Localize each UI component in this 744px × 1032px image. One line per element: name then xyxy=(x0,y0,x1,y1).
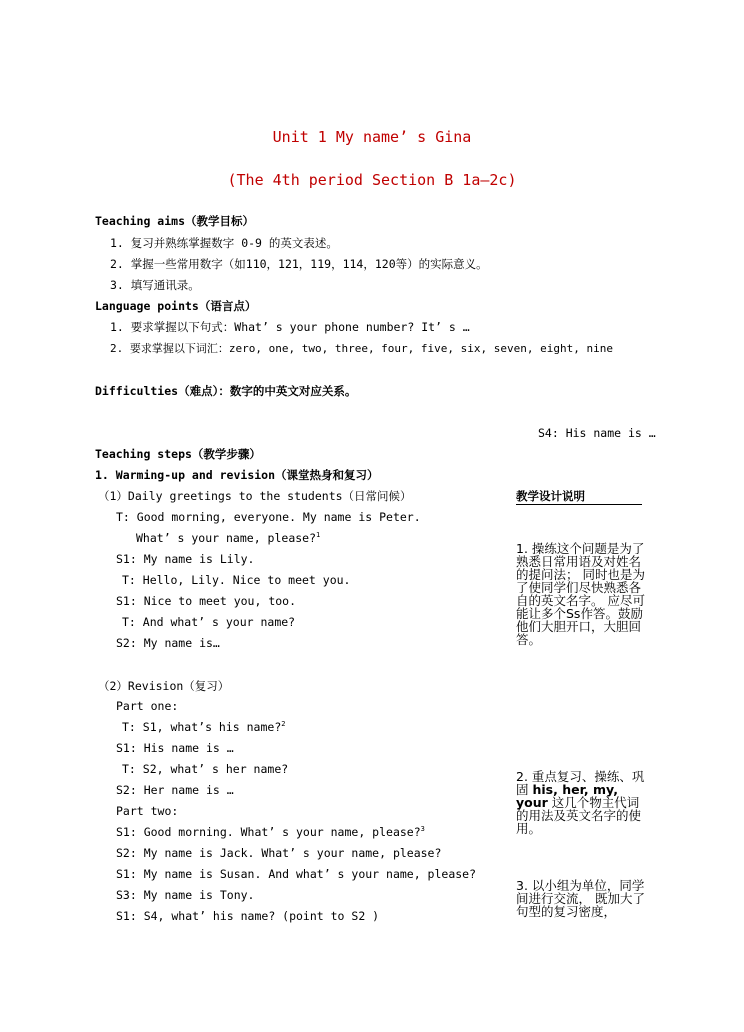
language-heading: Language points（语言点） xyxy=(95,299,257,313)
warmup-heading: 1. Warming-up and revision（课堂热身和复习） xyxy=(95,468,379,482)
dialog-line: S1: S4, what’ his name? (point to S2 ) xyxy=(116,909,380,923)
dialog-line: T: Hello, Lily. Nice to meet you. xyxy=(122,573,351,587)
revision-heading: （2）Revision（复习） xyxy=(98,679,230,693)
steps-heading: Teaching steps（教学步骤） xyxy=(95,447,261,461)
dialog-line: T: S2, what’ s her name? xyxy=(122,762,289,776)
dialog-line: S2: My name is Jack. What’ s your name, please? xyxy=(116,846,442,860)
greetings-heading: （1）Daily greetings to the students（日常问候） xyxy=(98,489,412,503)
aims-heading: Teaching aims（教学目标） xyxy=(95,214,255,228)
aims-item-2: 2. 掌握一些常用数字（如110，121，119，114，120等）的实际意义。 xyxy=(110,257,488,271)
dialog-line: T: And what’ s your name? xyxy=(122,615,296,629)
dialog-line: S1: My name is Lily. xyxy=(116,552,255,566)
page-subtitle: (The 4th period Section B 1a—2c) xyxy=(227,171,517,189)
sidebar-note-1: 1. 操练这个问题是为了熟悉日常用语及对姓名的提问法； 同时也是为了使同学们尽快熟悉各自的英文名字。 应尽可能让多个Ss作答。鼓励他们大胆开口，大胆回答。 xyxy=(516,541,645,647)
footnote-3: 3 xyxy=(420,825,425,834)
dialog-line: S2: My name is… xyxy=(116,636,220,650)
difficulties-line: Difficulties（难点）：数字的中英文对应关系。 xyxy=(95,384,357,398)
dialog-line: S1: Nice to meet you, too. xyxy=(116,594,297,608)
page-title: Unit 1 My name’ s Gina xyxy=(272,128,472,146)
part-two-label: Part two: xyxy=(116,804,179,818)
dialog-line: T: Good morning, everyone. My name is Peter. xyxy=(116,510,421,524)
dialog-line: S1: My name is Susan. And what’ s your name, please? xyxy=(116,867,477,881)
dialog-line: T: S1, what’s his name?$^2$ xyxy=(122,720,286,734)
sidebar-note-3: 3. 以小组为单位，同学间进行交流， 既加大了句型的复习密度， xyxy=(516,878,645,919)
s4-line: S4: His name is … xyxy=(538,426,656,440)
sidebar-note-2: 2. 重点复习、操练、巩固 his, her, my, your 这几个物主代词的用法及英文名字的使用。 xyxy=(516,769,645,836)
sidebar-heading: 教学设计说明 xyxy=(516,488,642,505)
language-item-2: 2. 要求掌握以下词汇：zero, one, two, three, four, five, six, seven, eight, nine xyxy=(110,342,613,355)
dialog-line: S1: Good morning. What’ s your name, please?$^3$ xyxy=(116,825,425,839)
aims-item-1: 1. 复习并熟练掌握数字 0-9 的英文表述。 xyxy=(110,236,338,250)
footnote-1: 1 xyxy=(316,531,321,540)
language-item-1: 1. 要求掌握以下句式：What’ s your phone number? It’ s … xyxy=(110,320,470,334)
dialog-line: S3: My name is Tony. xyxy=(116,888,255,902)
dialog-line: S2: Her name is … xyxy=(116,783,234,797)
dialog-line: S1: His name is … xyxy=(116,741,234,755)
footnote-2: 2 xyxy=(281,720,286,729)
part-one-label: Part one: xyxy=(116,699,179,713)
aims-item-3: 3. 填写通讯录。 xyxy=(110,278,200,292)
dialog-line: What’ s your name, please?$^1$ xyxy=(136,531,321,545)
